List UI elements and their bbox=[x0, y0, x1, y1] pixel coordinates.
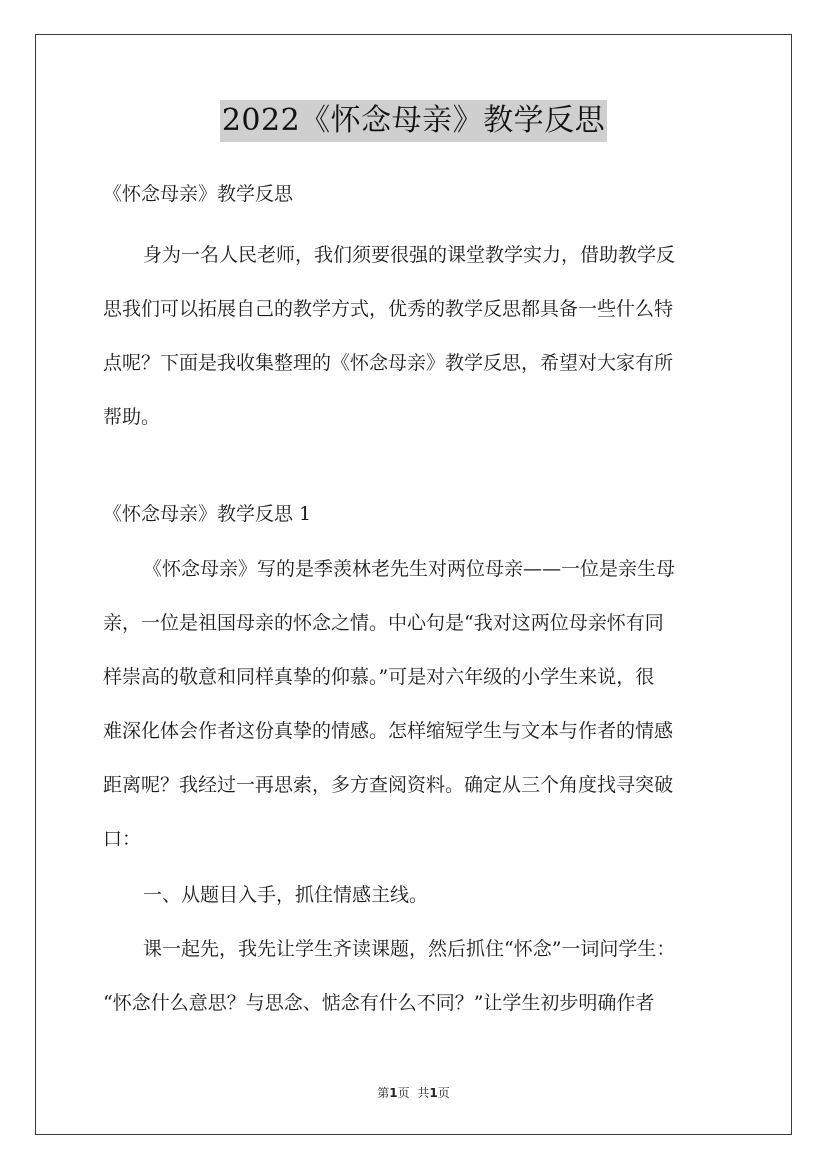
paragraph-line: 课一起先，我先让学生齐读课题，然后抓住“怀念”一词问学生： bbox=[143, 938, 676, 960]
section-heading: 《怀念母亲》教学反思 1 bbox=[103, 503, 312, 525]
paragraph-line: 样崇高的敬意和同样真挚的仰慕。”可是对六年级的小学生来说，很 bbox=[103, 666, 655, 688]
title-container bbox=[0, 100, 827, 142]
paragraph-line: 口： bbox=[103, 828, 142, 850]
intro-paragraph bbox=[103, 228, 733, 444]
total-suffix: 页 bbox=[437, 1086, 450, 1100]
page-suffix: 页 bbox=[397, 1086, 410, 1100]
paragraph-line: 距离呢？我经过一再思索，多方查阅资料。确定从三个角度找寻突破 bbox=[103, 774, 674, 796]
document-title: 2022《怀念母亲》教学反思 bbox=[220, 100, 607, 142]
paragraph-line: “怀念什么意思？与思念、惦念有什么不同？”让学生初步明确作者 bbox=[103, 992, 655, 1014]
section-paragraph bbox=[103, 542, 733, 866]
paragraph-line: 点呢？下面是我收集整理的《怀念母亲》教学反思，希望对大家有所 bbox=[103, 352, 674, 374]
paragraph-line: 《怀念母亲》写的是季羡林老先生对两位母亲——一位是亲生母 bbox=[143, 558, 676, 580]
document-body bbox=[103, 176, 733, 1030]
paragraph-line: 思我们可以拓展自己的教学方式，优秀的教学反思都具备一些什么特 bbox=[103, 298, 674, 320]
page-prefix: 第 bbox=[377, 1086, 390, 1100]
point-one-paragraph bbox=[103, 922, 733, 1030]
total-pages: 1 bbox=[429, 1086, 438, 1100]
paragraph-line: 亲，一位是祖国母亲的怀念之情。中心句是“我对这两位母亲怀有同 bbox=[103, 612, 664, 634]
paragraph-line: 身为一名人民老师，我们须要很强的课堂教学实力，借助教学反 bbox=[143, 244, 676, 266]
page-number: 1 bbox=[389, 1086, 398, 1100]
page-footer bbox=[0, 1084, 827, 1101]
paragraph-line: 难深化体会作者这份真挚的情感。怎样缩短学生与文本与作者的情感 bbox=[103, 720, 674, 742]
point-one-heading: 一、从题目入手，抓住情感主线。 bbox=[143, 884, 429, 906]
total-prefix: 共 bbox=[417, 1086, 430, 1100]
paragraph-line: 帮助。 bbox=[103, 406, 161, 428]
intro-heading: 《怀念母亲》教学反思 bbox=[103, 183, 294, 205]
